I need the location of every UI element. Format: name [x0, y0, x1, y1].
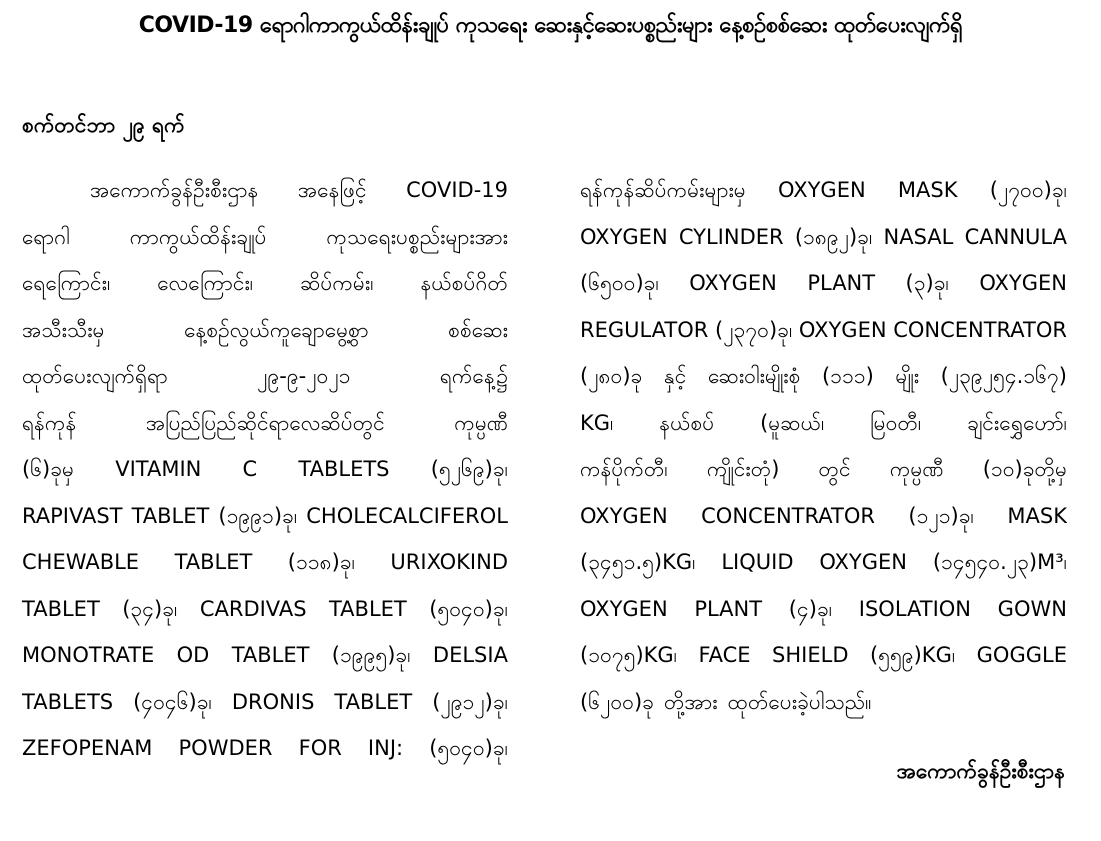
- right-column: [580, 172, 1067, 730]
- word: C: [242, 457, 258, 481]
- word: (၂၇၀၀)ခု၊: [989, 178, 1067, 202]
- word: (၁၄၅၄၀.၂၃)M³၊: [932, 550, 1067, 574]
- word: အနေဖြင့်: [297, 178, 367, 202]
- word: တွင်: [818, 457, 851, 481]
- text-line: [22, 730, 508, 777]
- word: (၅၀၄၀)ခု၊: [429, 596, 508, 621]
- word: ထုတ်ပေးလျက်ရှိရာ: [22, 364, 168, 388]
- word: (မူဆယ်၊: [760, 410, 825, 435]
- word: TABLET: [131, 503, 210, 528]
- text-line: [22, 637, 508, 684]
- word: ချင်းရွှေဟော်၊: [967, 410, 1067, 435]
- word: VITAMIN: [115, 457, 202, 481]
- word: OXYGEN: [580, 503, 668, 528]
- word: MONOTRATE: [22, 643, 155, 667]
- word: မျိုး: [895, 364, 920, 388]
- word: (၁၈၉၂)ခု၊: [794, 224, 873, 249]
- text-line: [22, 684, 508, 731]
- word: TABLET: [174, 550, 253, 574]
- word: OXYGEN: [689, 271, 777, 295]
- word: (၁၉၉၅)ခု၊: [331, 643, 411, 667]
- word: ကာကွယ်ထိန်းချုပ်: [129, 224, 267, 249]
- word: ကုမ္ပဏီ: [889, 457, 944, 481]
- word: (၁၀)ခုတို့မှ: [982, 457, 1067, 481]
- word: အသီးသီးမှ: [22, 317, 105, 342]
- word: CONCENTRATOR: [893, 317, 1067, 342]
- word: ကုမ္ပဏီ: [454, 410, 508, 435]
- page-title: COVID-19 ရောဂါကာကွယ်ထိန်းချုပ် ကုသရေး ဆေးနှင့်ဆေးပစ္စည်းများ နေ့စဉ်စစ်ဆေး ထုတ်ပေးလျက်ရှိ: [138, 13, 963, 38]
- date-line: စက်တင်ဘာ ၂၉ ရက်: [22, 113, 185, 137]
- text-line: [580, 219, 1067, 266]
- text-line: [580, 265, 1067, 312]
- text-line: [580, 684, 1067, 731]
- word: CHEWABLE: [22, 550, 140, 574]
- word: TABLETS: [22, 689, 114, 714]
- word: (၂၃၉၂၅၄.၁၆၇): [940, 364, 1067, 388]
- word: (၂၈၀)ခု: [580, 364, 643, 388]
- word: FOR: [298, 736, 342, 760]
- text-line: [580, 451, 1067, 498]
- word: OXYGEN: [580, 224, 668, 249]
- word: LIQUID: [721, 550, 794, 574]
- word: ကန်ပိုက်တီ၊: [580, 457, 668, 481]
- word: TABLET: [334, 689, 413, 714]
- word: TABLET: [328, 596, 407, 621]
- word: OXYGEN: [819, 550, 908, 574]
- text-line: [22, 405, 508, 452]
- word: MASK: [1007, 503, 1067, 528]
- text-line: [22, 172, 508, 219]
- word: TABLET: [22, 596, 100, 621]
- text-line: [580, 358, 1067, 405]
- word: FACE: [698, 643, 751, 667]
- word: တို့အား: [663, 689, 718, 714]
- text-line: [580, 544, 1067, 591]
- word: OXYGEN: [580, 596, 668, 621]
- text-line: [580, 312, 1067, 359]
- text-line: [580, 172, 1067, 219]
- word: DRONIS: [231, 689, 315, 714]
- text-line: [22, 591, 508, 638]
- word: ဆေးဝါးမျိုးစုံ: [707, 364, 801, 388]
- word: ရက်နေ့၌: [439, 364, 508, 388]
- word: နှင့်: [663, 364, 687, 388]
- word: REGULATOR: [580, 317, 709, 342]
- word: အကောက်ခွန်ဦးစီးဌာန: [90, 178, 259, 202]
- word: INJ:: [367, 736, 404, 760]
- word: GOGGLE: [976, 643, 1067, 667]
- word: နေ့စဉ်လွယ်ကူချောမွေ့စွာ: [184, 317, 369, 342]
- word: ISOLATION: [858, 596, 971, 621]
- word: TABLET: [231, 643, 310, 667]
- word: ရန်ကုန်: [22, 410, 77, 435]
- word: (၄၀၄၆)ခု၊: [133, 689, 212, 714]
- word: ဆိပ်ကမ်း၊: [300, 271, 374, 295]
- left-column: [22, 172, 508, 777]
- word: ကုသရေးပစ္စည်းများအား: [326, 224, 508, 249]
- word: GOWN: [997, 596, 1067, 621]
- signature: အကောက်ခွန်ဦးစီးဌာန: [896, 759, 1065, 783]
- word: CONCENTRATOR: [701, 503, 875, 528]
- text-line: [580, 637, 1067, 684]
- text-line: [22, 219, 508, 266]
- word: CANNULA: [964, 224, 1067, 249]
- text-line: [22, 312, 508, 359]
- word: (၁၂၁)ခု၊: [908, 503, 974, 528]
- word: OD: [176, 643, 210, 667]
- word: (၂၃၇၀)ခု၊: [715, 317, 793, 342]
- text-line: [22, 358, 508, 405]
- word: (၃၄)ခု၊: [122, 596, 178, 621]
- text-line: [580, 591, 1067, 638]
- word: (၃)ခု၊: [905, 271, 949, 295]
- word: PLANT: [807, 271, 876, 295]
- word: ရောဂါ: [22, 224, 70, 249]
- word: (၁၉၉၁)ခု၊: [218, 503, 298, 528]
- word: OXYGEN: [798, 317, 887, 342]
- text-line: [580, 405, 1067, 452]
- word: CARDIVAS: [199, 596, 307, 621]
- word: မြဝတီ၊: [870, 410, 922, 435]
- word: NASAL: [883, 224, 954, 249]
- word: (၆၅၀၀)ခု၊: [580, 271, 659, 295]
- word: အပြည်ပြည်ဆိုင်ရာလေဆိပ်တွင်: [145, 410, 385, 435]
- word: (၂၉၁၂)ခု၊: [432, 689, 508, 714]
- word: POWDER: [178, 736, 273, 760]
- word: (၆)ခုမှ: [22, 457, 75, 481]
- word: နယ်စပ်ဂိတ်: [420, 271, 508, 295]
- word: နယ်စပ်: [659, 410, 715, 435]
- word: OXYGEN: [778, 178, 866, 202]
- word: ZEFOPENAM: [22, 736, 153, 760]
- word: DELSIA: [432, 643, 508, 667]
- word: ရန်ကုန်ဆိပ်ကမ်းများမှ: [580, 178, 746, 202]
- text-line: [22, 544, 508, 591]
- text-line: [22, 451, 508, 498]
- word: PLANT: [694, 596, 763, 621]
- word: COVID-19: [406, 178, 508, 202]
- word: (၃၄၅၁.၅)KG၊: [580, 550, 696, 574]
- word: ထုတ်ပေးခဲ့ပါသည်။: [727, 689, 872, 714]
- word: (၅၅၉)KG၊: [869, 643, 956, 667]
- word: (၁၁၁): [821, 364, 874, 388]
- word: OXYGEN: [979, 271, 1067, 295]
- word: စစ်ဆေး: [448, 317, 508, 342]
- word: ၂၉-၉-၂၀၂၁: [257, 364, 351, 388]
- text-line: [22, 498, 508, 545]
- word: (၁၁၈)ခု၊: [287, 550, 355, 574]
- word: CHOLECALCIFEROL: [306, 503, 508, 528]
- word: လေကြောင်း၊: [157, 271, 254, 295]
- word: ကျိုင်းတုံ): [706, 457, 780, 481]
- word: (၄)ခု၊: [788, 596, 833, 621]
- word: MASK: [897, 178, 958, 202]
- word: (၆၂၀၀)ခု: [580, 689, 654, 714]
- word: URIXOKIND: [390, 550, 508, 574]
- word: KG၊: [580, 410, 614, 435]
- word: (၅၂၆၉)ခု၊: [430, 457, 508, 481]
- word: ရေကြောင်း၊: [22, 271, 111, 295]
- text-line: [22, 265, 508, 312]
- word: (၁၀၇၅)KG၊: [580, 643, 678, 667]
- word: SHIELD: [772, 643, 849, 667]
- word: RAPIVAST: [22, 503, 123, 528]
- word: CYLINDER: [678, 224, 784, 249]
- text-line: [580, 498, 1067, 545]
- word: (၅၀၄၀)ခု၊: [429, 736, 508, 760]
- word: TABLETS: [298, 457, 390, 481]
